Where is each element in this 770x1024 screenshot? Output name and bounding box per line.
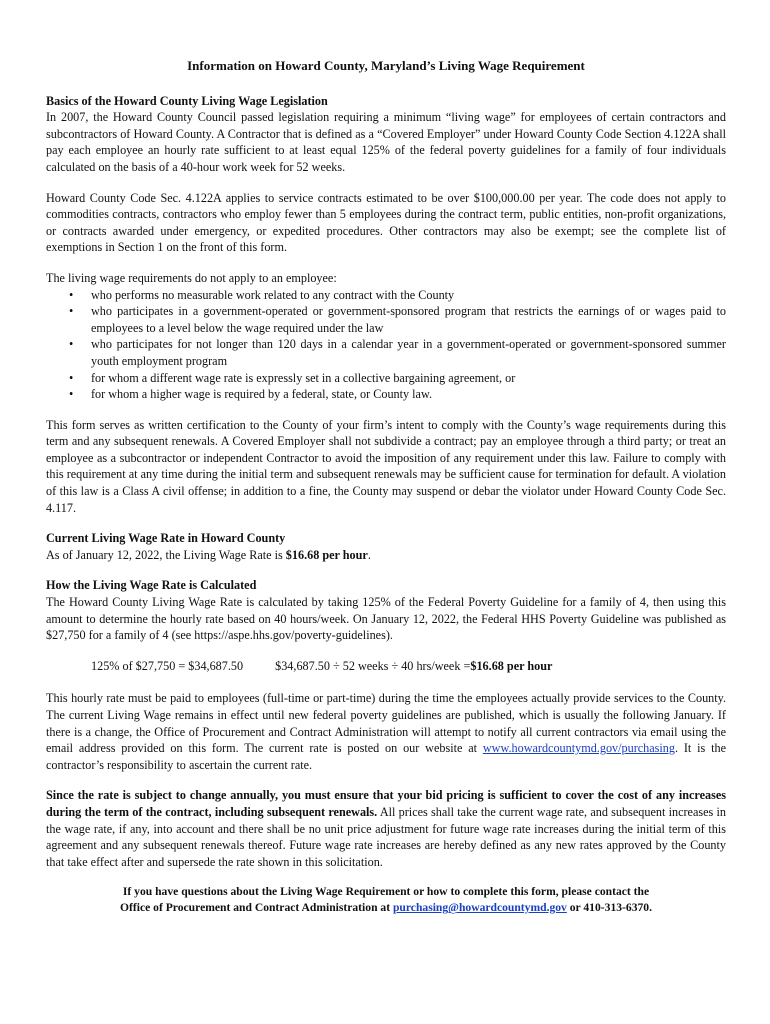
exemption-item: • for whom a higher wage is required by a federal, state, or County law. xyxy=(69,387,433,402)
bullet-icon: • xyxy=(69,337,74,352)
exemptions-list xyxy=(46,287,726,403)
notice-paragraph: Since the rate is subject to change annually, you must ensure that your bid pricing is sufficient to cover the cost of any increases during the term of the contract, including subsequent renewals. All prices shall take the current wage rate, and subsequent increases in the wage rate, if any, into account and there shall be no unit price adjustment for future wage rate increases during the initial term of this agreement and any subsequent renewals thereof. Future wage rate increases are hereby defined as any new rates approved by the County that take effect after and supersede the rate shown in this solicitation. xyxy=(46,788,727,869)
calculation-formulas xyxy=(91,658,726,675)
current-rate-text: As of January 12, 2022, the Living Wage Rate is $16.68 per hour. xyxy=(46,547,371,562)
formula-hourly: $34,687.50 ÷ 52 weeks ÷ 40 hrs/week =$16.68 per hour xyxy=(275,658,553,673)
exemption-item: • who performs no measurable work related to any contract with the County xyxy=(69,287,455,302)
hourly-paragraph: This hourly rate must be paid to employees (full-time or part-time) during the time the employees actually provide services to the County. The current Living Wage remains in effect until new federal poverty guidelines are published, which is usually the following January. If there is a change, the Office of Procurement and Contract Administration will attempt to notify all current contractors via email using the email address provided on this form. The current rate is posted on our website at www.howardcountymd.gov/purchasing. It is the contractor’s responsibility to ascertain the current rate. xyxy=(46,691,726,772)
formula-annual: 125% of $27,750 = $34,687.50 xyxy=(91,658,244,673)
page-title: Information on Howard County, Maryland’s Living Wage Requirement xyxy=(187,58,585,73)
notice-bold-text: Since the rate is subject to change annually, you must ensure that your bid pricing is sufficient to cover the cost of any increases during the term of the contract, including subsequent renewals. xyxy=(46,788,726,819)
contact-footer xyxy=(46,884,726,916)
bullet-icon: • xyxy=(69,304,74,319)
bullet-icon: • xyxy=(69,287,74,302)
bullet-icon: • xyxy=(69,370,74,385)
purchasing-email-link[interactable]: purchasing@howardcountymd.gov xyxy=(392,901,567,915)
exemption-item: • who participates in a government-operated or government-sponsored program that restricts the earnings of or wages paid to employees to a level below the wage required under the law xyxy=(69,304,726,335)
bullet-icon: • xyxy=(69,387,74,402)
current-rate-value: $16.68 per hour xyxy=(285,547,368,562)
basics-paragraph-2: Howard County Code Sec. 4.122A applies to service contracts estimated to be over $100,000.00 per year. The code does not apply to commodities contracts, contractors who employ fewer than 5 employees during the contract term, public entities, non-profit organizations, or contracts awarded under emergency, or expedited procedures. Other contractors may also be exempt; see the complete list of exemptions in Section 1 on the front of this form. xyxy=(46,190,726,255)
basics-heading: Basics of the Howard County Living Wage Legislation xyxy=(46,93,328,108)
formula-result: $16.68 per hour xyxy=(470,658,553,673)
exemption-item: • for whom a different wage rate is expressly set in a collective bargaining agreement, or xyxy=(69,370,516,385)
calculation-heading: How the Living Wage Rate is Calculated xyxy=(46,578,257,593)
footer-line-1: If you have questions about the Living Wage Requirement or how to complete this form, please contact the xyxy=(122,885,650,899)
purchasing-website-link[interactable]: www.howardcountymd.gov/purchasing xyxy=(482,741,675,756)
current-rate-heading: Current Living Wage Rate in Howard County xyxy=(46,531,286,546)
document-page xyxy=(46,58,726,916)
calculation-text: The Howard County Living Wage Rate is calculated by taking 125% of the Federal Poverty Guideline for a family of 4, then using this amount to determine the hourly rate based on 40 hours/week. On January 12, 2022, the Federal HHS Poverty Guideline was published as $27,750 for a family of 4 (see https://aspe.hhs.gov/poverty-guidelines). xyxy=(46,595,726,643)
basics-paragraph-1: In 2007, the Howard County Council passed legislation requiring a minimum “living wage” for employees of certain contractors and subcontractors of Howard County. A Contractor that is defined as a “Covered Employer” under Howard County Code Section 4.122A shall pay each employee an hourly rate sufficient to at least equal 125% of the federal poverty guidelines for a family of four individuals calculated on the basis of a 40-hour work week for 52 weeks. xyxy=(46,110,726,174)
exemptions-intro: The living wage requirements do not apply to an employee: xyxy=(46,270,337,285)
exemption-item: • who participates for not longer than 120 days in a calendar year in a government-operated or government-sponsored summer youth employment program xyxy=(69,337,726,368)
certification-paragraph: This form serves as written certification to the County of your firm’s intent to comply with the County’s wage requirements during this term and any subsequent renewals. A Covered Employer shall not subdivide a contract; pay an employee through a third party; or treat an employee as a subcontractor or independent Contractor to avoid the imposition of any requirement under this law. Failure to comply with this requirement at any time during the initial term and subsequent renewals may be sufficient cause for termination for default. A violation of this law is a Class A civil offense; in addition to a fine, the County may suspend or debar the violator under Howard County Code Sec. 4.117. xyxy=(46,417,726,515)
footer-line-2: Office of Procurement and Contract Administration at purchasing@howardcountymd.gov or 410-313-6370. xyxy=(120,901,652,915)
